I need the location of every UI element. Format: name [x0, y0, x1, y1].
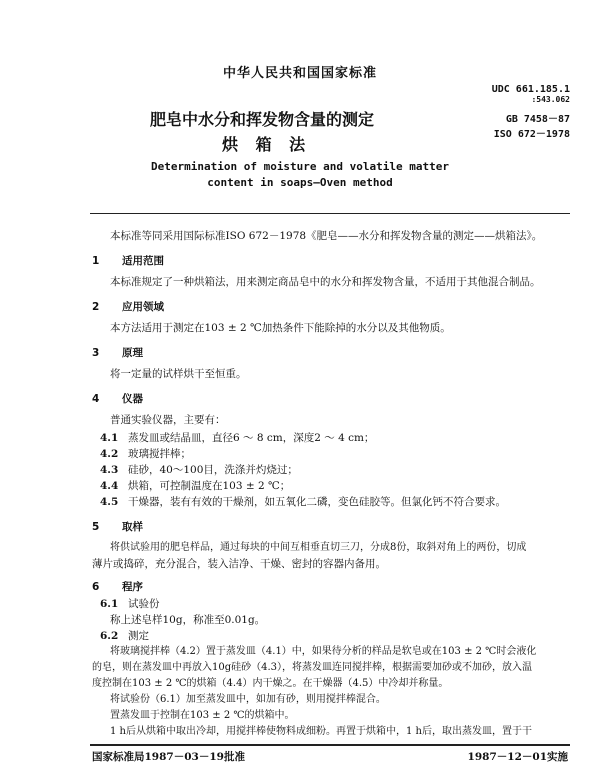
paragraph-line: 1 h后从烘箱中取出冷却，用搅拌棒使物料成细粉。再置于烘箱中，1 h后，取出蒸发皿，置于干	[110, 726, 532, 737]
english-title-line-2: content in soaps—Oven method	[207, 176, 393, 189]
effective-date: 1987－12－01实施	[467, 751, 568, 763]
gb-code: GB 7458－87	[505, 114, 570, 125]
top-divider	[90, 213, 570, 214]
approval-date: 国家标准局1987－03－19批准	[92, 751, 245, 763]
section-number: 3	[92, 347, 100, 359]
section-number: 1	[92, 255, 100, 267]
section-title: 应用领域	[122, 301, 164, 313]
section-number: 5	[92, 521, 100, 533]
section-4-intro: 普通实验仪器，主要有：	[110, 414, 226, 426]
english-title-line-1: Determination of moisture and volatile matter	[150, 160, 449, 173]
section-2-text: 本方法适用于测定在103 ± 2 ℃加热条件下能除掉的水分以及其他物质。	[110, 322, 451, 334]
subsection-heading: 6.2 测定	[100, 630, 149, 642]
section-2-heading	[92, 299, 164, 314]
section-number: 6	[92, 581, 100, 593]
section-title: 仪器	[122, 393, 143, 405]
list-item: 4.5 干燥器，装有有效的干燥剂，如五氧化二磷，变色硅胶等。但氯化钙不符合要求。	[100, 496, 506, 508]
section-5-text-line: 将供试验用的肥皂样品，通过每块的中间互相垂直切三刀，分成8份，取斜对角上的两份，切成	[110, 542, 527, 553]
list-item: 4.1 蒸发皿或结晶皿，直径6 ～ 8 cm，深度2 ～ 4 cm；	[100, 432, 375, 444]
intro-paragraph: 本标准等同采用国际标准ISO 672－1978《肥皂——水分和挥发物含量的测定——烘箱法》。	[110, 230, 543, 242]
section-5-text-line: 薄片或捣碎，充分混合，装入洁净、干燥、密封的容器内备用。	[92, 558, 386, 570]
page-title: 肥皂中水分和挥发物含量的测定	[150, 110, 375, 129]
section-4-heading	[92, 391, 143, 406]
paragraph-line: 度控制在103 ± 2 ℃的烘箱（4.4）内干燥之。在干燥器（4.5）中冷却并称量。	[92, 678, 449, 689]
udc-code-cont: :543.062	[531, 95, 570, 104]
standard-codes	[492, 84, 570, 140]
paragraph-line: 将试验份（6.1）加至蒸发皿中，如加有砂，则用搅拌棒混合。	[110, 694, 386, 705]
paragraph-line: 置蒸发皿于控制在103 ± 2 ℃的烘箱中。	[110, 710, 295, 721]
section-title: 取样	[122, 521, 143, 533]
list-item: 4.4 烘箱，可控制温度在103 ± 2 ℃；	[100, 480, 291, 492]
section-number: 4	[92, 393, 100, 405]
bottom-divider	[90, 744, 570, 746]
paragraph-line: 的皂，则在蒸发皿中再放入10g硅砂（4.3），将蒸发皿连同搅拌棒，根据需要加砂或不加砂，放入温	[92, 662, 533, 673]
section-6-heading	[92, 579, 143, 594]
udc-code: UDC 661.185.1	[491, 84, 570, 95]
section-5-heading	[92, 519, 143, 534]
section-3-text: 将一定量的试样烘干至恒重。	[110, 368, 247, 380]
section-3-heading	[92, 345, 143, 360]
list-item: 4.2 玻璃搅拌棒；	[100, 448, 191, 460]
subsection-heading: 6.1 试验份	[100, 598, 160, 610]
iso-code: ISO 672－1978	[493, 129, 570, 140]
section-title: 程序	[122, 581, 143, 593]
list-item: 4.3 硅砂，40～100目，洗涤并灼烧过；	[100, 464, 298, 476]
section-title: 原理	[122, 347, 143, 359]
section-number: 2	[92, 301, 100, 313]
section-1-heading	[92, 253, 164, 268]
paragraph-line: 将玻璃搅拌棒（4.2）置于蒸发皿（4.1）中，如果待分析的样品是软皂或在103 ± 2 ℃时会液化	[110, 646, 537, 657]
section-1-text: 本标准规定了一种烘箱法，用来测定商品皂中的水分和挥发物含量，不适用于其他混合制品。	[110, 276, 541, 288]
section-title: 适用范围	[122, 255, 164, 267]
header-agency: 中华人民共和国国家标准	[222, 66, 377, 81]
page-subtitle: 烘 箱 法	[222, 135, 312, 154]
subsection-text: 称上述皂样10g，称准至0.01g。	[110, 614, 266, 626]
